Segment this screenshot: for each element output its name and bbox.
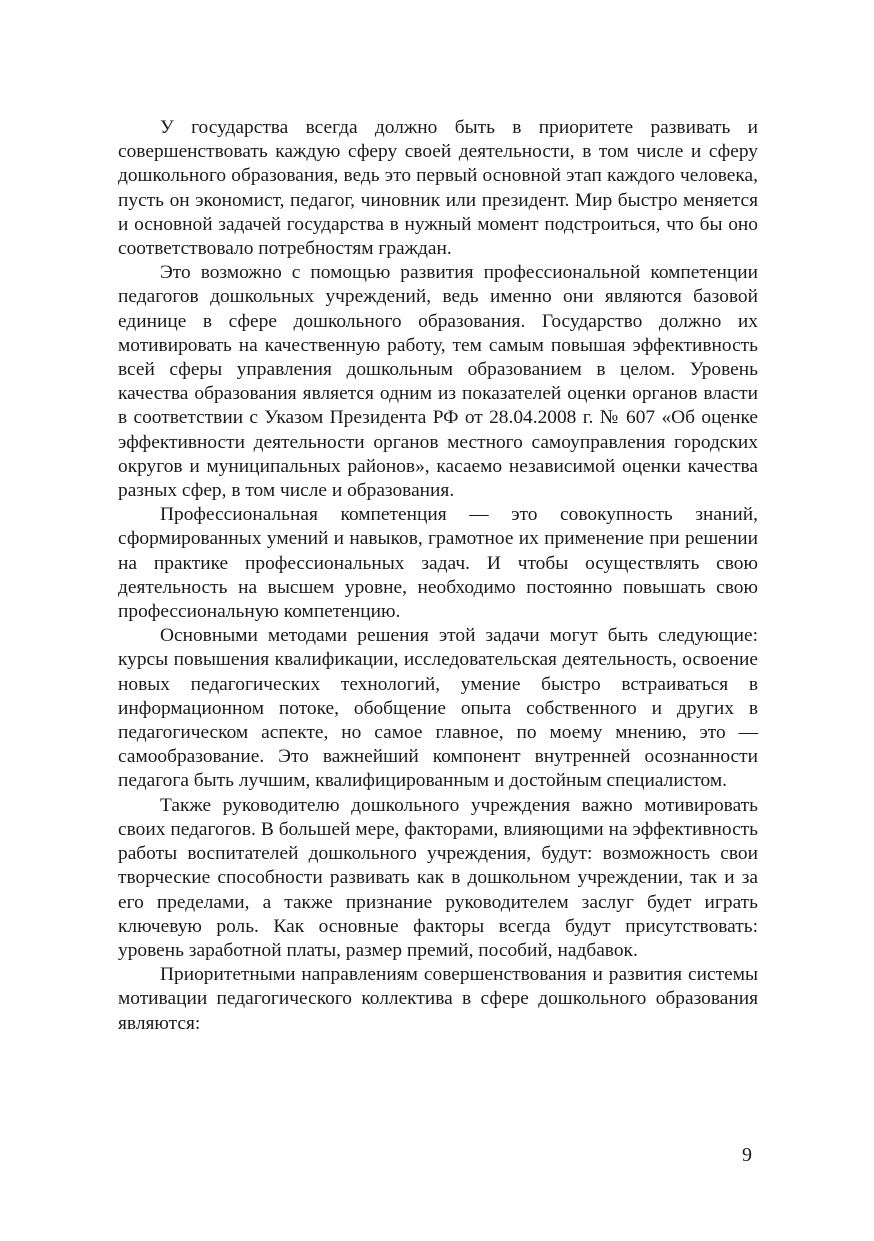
paragraph-4: Основными методами решения этой задачи могут быть следующие: курсы повышения квалификации, исследовательская деятельность, освоение новых педагогических технологий, умение быстро встраиваться в информационном потоке, обобщение опыта собственного и других в педагогическом аспекте, но самое главное, по моему мнению, это — самообразование. Это важнейший компонент внутренней осознанности педагога быть лучшим, квалифицированным и достойным специалистом.: [118, 625, 758, 792]
paragraph-5: Также руководителю дошкольного учреждения важно мотивировать своих педагогов. В большей мере, факторами, влияющими на эффективность работы воспитателей дошкольного учреждения, будут: возможность свои творческие способности развивать как в дошкольном учреждении, так и за его пределами, а также признание руководителем заслуг будет играть ключевую роль. Как основные факторы всегда будут присутствовать: уровень заработной платы, размер премий, пособий, надбавок.: [118, 794, 758, 961]
page-number: 9: [742, 1144, 752, 1166]
body-text: [118, 116, 758, 1036]
paragraph-2: Это возможно с помощью развития профессиональной компетенции педагогов дошкольных учреждений, ведь именно они являются базовой единице в сфере дошкольного образования. Государство должно их мотивировать на качественную работу, тем самым повышая эффективность всей сферы управления дошкольным образованием в целом. Уровень качества образования является одним из показателей оценки органов власти в соответствии с Указом Президента РФ от 28.04.2008 г. № 607 «Об оценке эффективности деятельности органов местного самоуправления городских округов и муниципальных районов», касаемо независимой оценки качества разных сфер, в том числе и образования.: [118, 262, 758, 502]
paragraph-6: Приоритетными направлениям совершенствования и развития системы мотивации педагогического коллектива в сфере дошкольного образования являются:: [118, 964, 758, 1034]
paragraph-1: У государства всегда должно быть в приоритете развивать и совершенствовать каждую сферу своей деятельности, в том числе и сферу дошкольного образования, ведь это первый основной этап каждого человека, пусть он экономист, педагог, чиновник или президент. Мир быстро меняется и основной задачей государства в нужный момент подстроиться, что бы оно соответствовало потребностям граждан.: [118, 117, 758, 260]
paragraph-3: Профессиональная компетенция — это совокупность знаний, сформированных умений и навыков, грамотное их применение при решении на практике профессиональных задач. И чтобы осуществлять свою деятельность на высшем уровне, необходимо постоянно повышать свою профессиональную компетенцию.: [118, 504, 758, 623]
